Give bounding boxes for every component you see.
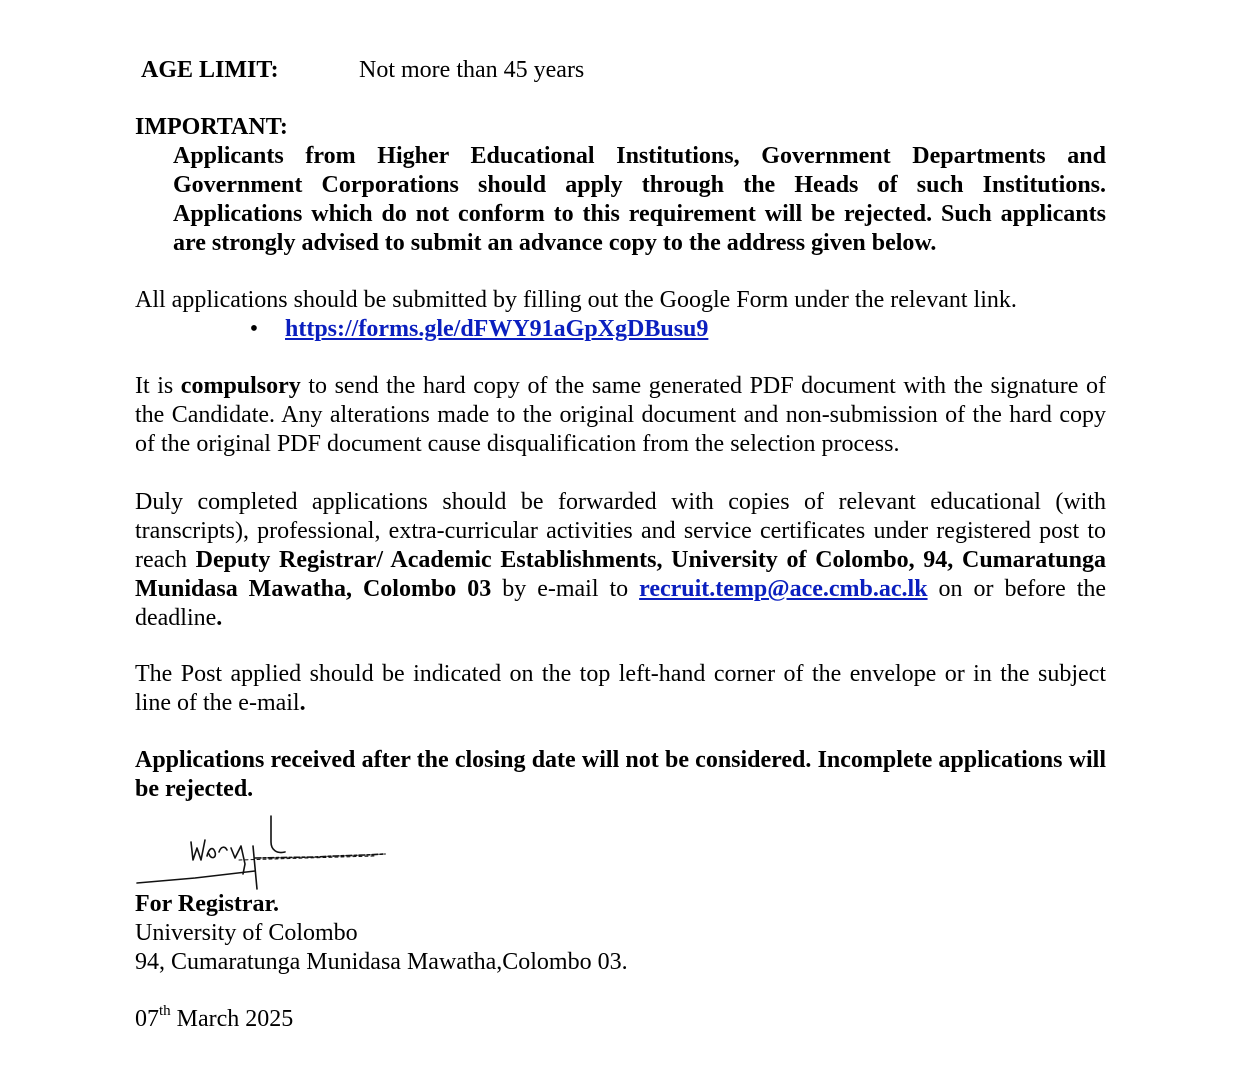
university-name: University of Colombo — [135, 920, 358, 946]
forwarding-text-3: on or before the deadline — [135, 576, 1107, 631]
date-day: 07 — [135, 1006, 159, 1032]
hard-copy-text-2: to send the hard copy of the same generated PDF document with the signature of the Candidate. Any alterations made to the original document and non-submission of the hard copy of the original PDF document cause disqualification from the selection process. — [135, 373, 1106, 457]
forwarding-text-2: by e-mail to — [491, 576, 640, 602]
bullet-icon: • — [249, 316, 259, 342]
forwarding-address: Deputy Registrar/ Academic Establishments, University of Colombo, 94, Cumaratunga Munidasa Mawatha, Colombo 03 — [135, 547, 1106, 602]
forwarding-paragraph — [135, 488, 1106, 633]
registrar-signature-image — [135, 812, 395, 892]
age-limit-value: Not more than 45 years — [359, 57, 585, 83]
for-registrar-label: For Registrar. — [135, 891, 279, 917]
date-suffix: th — [159, 1003, 171, 1019]
closing-notice: Applications received after the closing date will not be considered. Incomplete applications will be rejected. — [135, 747, 1106, 802]
age-limit-label: AGE LIMIT: — [141, 57, 279, 83]
post-indication-period: . — [299, 690, 306, 716]
post-indication-text: The Post applied should be indicated on the top left-hand corner of the envelope or in the subject line of the e-mail — [135, 661, 1106, 716]
submission-intro: All applications should be submitted by filling out the Google Form under the relevant link. — [135, 287, 1017, 313]
hard-copy-paragraph — [135, 372, 1106, 459]
forwarding-text-1: Duly completed applications should be forwarded with copies of relevant educational (with transcripts), professional, extra-curricular activities and service certificates under registered post to reach — [135, 489, 1106, 573]
important-body: Applicants from Higher Educational Institutions, Government Departments and Government Corporations should apply through the Heads of such Institutions. Applications which do not conform to this requirement will be rejected. Such applicants are strongly advised to submit an advance copy to the address given below. — [173, 143, 1106, 256]
google-form-link[interactable]: https://forms.gle/dFWY91aGpXgDBusu9 — [285, 316, 709, 342]
date-rest: March 2025 — [170, 1006, 294, 1032]
important-heading: IMPORTANT: — [135, 114, 288, 140]
hard-copy-text-1: It is — [135, 373, 181, 399]
recruitment-email-link[interactable]: recruit.temp@ace.cmb.ac.lk — [639, 576, 928, 602]
post-indication-paragraph — [135, 660, 1106, 718]
compulsory-emphasis: compulsory — [180, 373, 301, 399]
forwarding-period: . — [216, 605, 223, 631]
university-address: 94, Cumaratunga Munidasa Mawatha,Colombo 03. — [135, 949, 628, 975]
notice-date — [135, 1005, 293, 1034]
